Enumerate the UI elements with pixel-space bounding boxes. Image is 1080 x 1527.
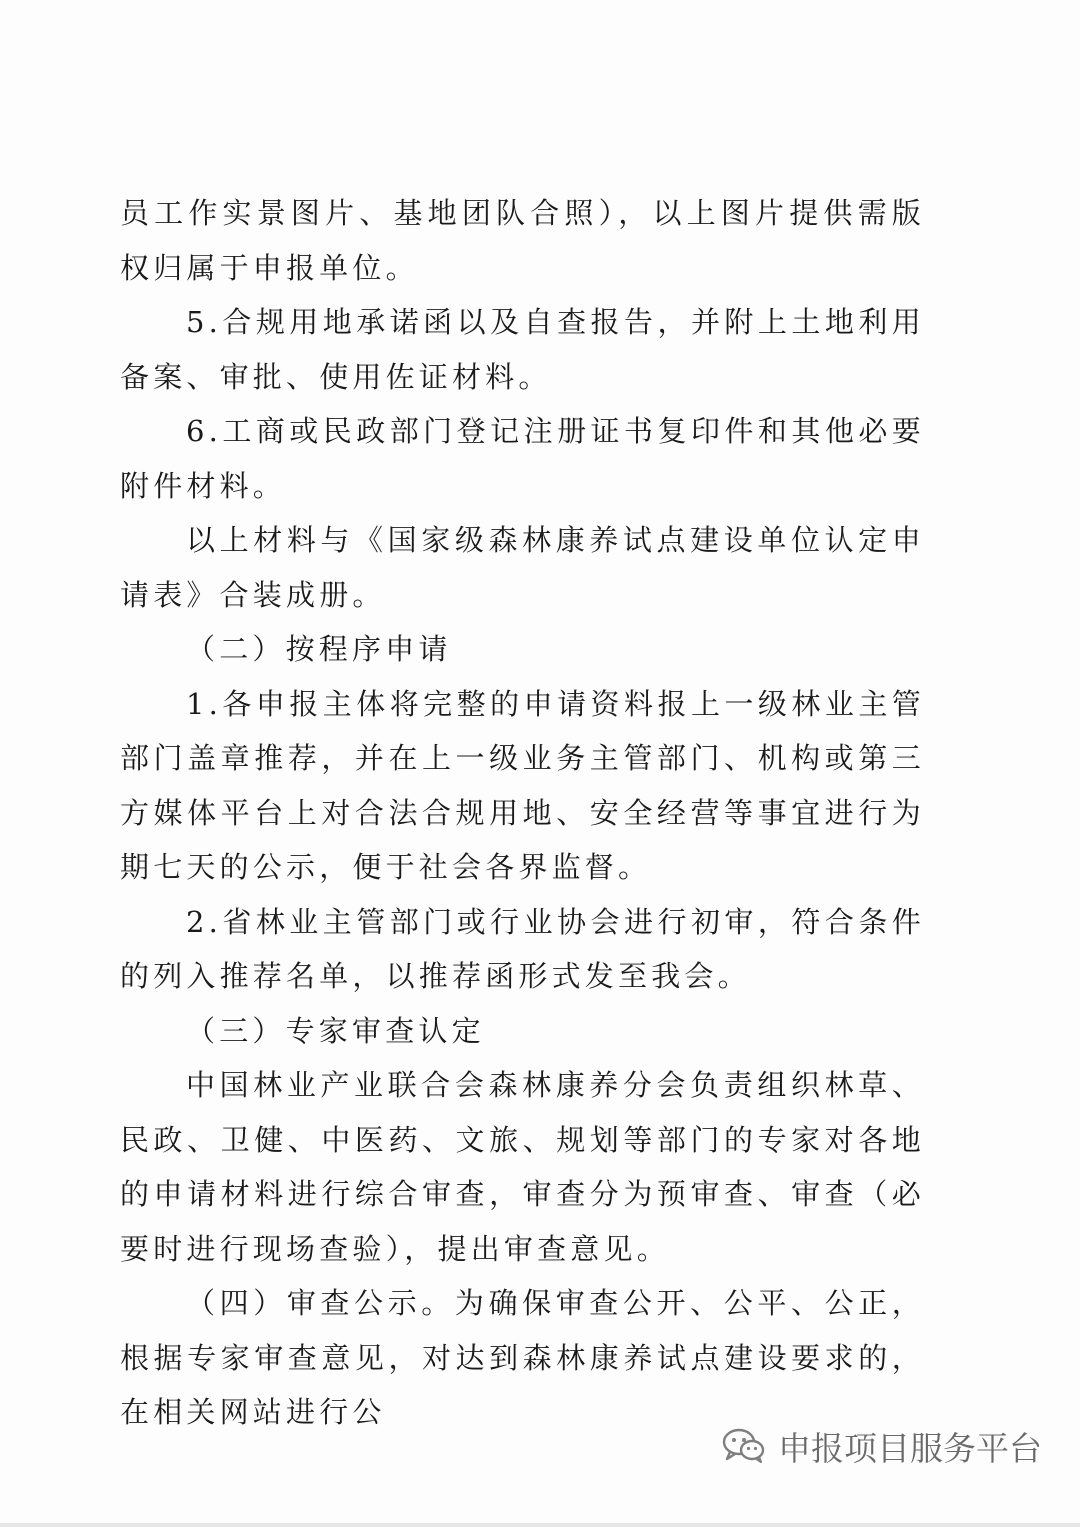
paragraph-binding-note: 以上材料与《国家级森林康养试点建设单位认定申请表》合装成册。 xyxy=(120,523,925,612)
paragraph-item-5: 5.合规用地承诺函以及自查报告，并附上土地利用备案、审批、使用佐证材料。 xyxy=(120,305,925,394)
paragraph-item-6: 6.工商或民政部门登记注册证书复印件和其他必要附件材料。 xyxy=(120,414,925,503)
paragraph-continuation: 员工作实景图片、基地团队合照），以上图片提供需版权归属于申报单位。 xyxy=(120,196,925,285)
section-heading-3: （三）专家审查认定 xyxy=(186,1013,485,1048)
section-heading-2: （二）按程序申请 xyxy=(186,632,452,666)
paragraph-expert-review: 中国林业产业联合会森林康养分会负责组织林草、民政、卫健、中医药、文旅、规划等部门的专家对各地的申请材料进行综合审查，审查分为预审查、审查（必要时进行现场查验），提出审查意见。 xyxy=(120,1068,925,1266)
watermark-text: 申报项目服务平台 xyxy=(778,1428,1042,1468)
wechat-icon xyxy=(722,1427,766,1465)
paragraph-review-publicity: （四）审查公示。为确保审查公开、公平、公正，根据专家审查意见，对达到森林康养试点建设要求的，在相关网站进行公 xyxy=(120,1286,925,1429)
document-body xyxy=(120,186,925,1440)
paragraph-procedure-1: 1.各申报主体将完整的申请资料报上一级林业主管部门盖章推荐，并在上一级业务主管部门、机构或第三方媒体平台上对合法合规用地、安全经营等事宜进行为期七天的公示，便于社会各界监督。 xyxy=(120,686,925,884)
watermark xyxy=(722,1418,1042,1474)
page-bottom-edge xyxy=(0,1523,1080,1527)
paragraph-procedure-2: 2.省林业主管部门或行业协会进行初审，符合条件的列入推荐名单，以推荐函形式发至我会。 xyxy=(120,904,925,993)
